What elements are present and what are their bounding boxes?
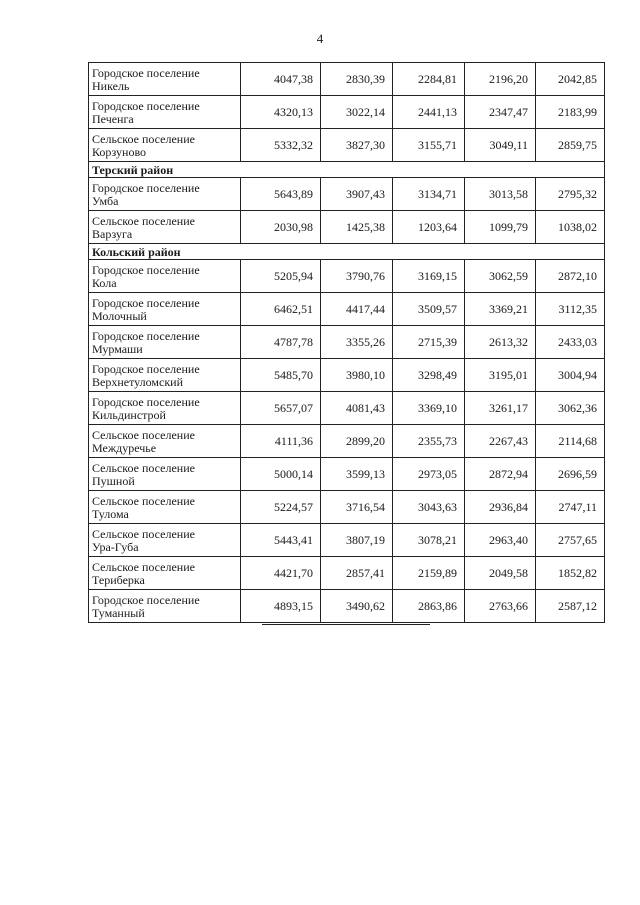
settlement-type: Городское поселение	[92, 98, 200, 113]
value-cell-1: 5657,07	[241, 392, 321, 425]
table-row	[89, 392, 605, 425]
settlement-name: Верхнетуломский	[92, 374, 183, 389]
settlement-type: Городское поселение	[92, 295, 200, 310]
value-cell-2: 3827,30	[321, 129, 393, 162]
value-cell-1: 4787,78	[241, 326, 321, 359]
table-row	[89, 590, 605, 623]
value-cell-5: 3112,35	[536, 293, 605, 326]
settlement-name: Пушной	[92, 473, 135, 488]
settlement-type: Городское поселение	[92, 394, 200, 409]
settlement-name-cell	[89, 458, 241, 491]
table-body	[89, 63, 605, 623]
value-cell-2: 4417,44	[321, 293, 393, 326]
settlement-type: Сельское поселение	[92, 493, 195, 508]
value-cell-5: 1038,02	[536, 211, 605, 244]
section-header-row	[89, 162, 605, 178]
settlement-type: Городское поселение	[92, 262, 200, 277]
value-cell-4: 3369,21	[465, 293, 536, 326]
value-cell-4: 3261,17	[465, 392, 536, 425]
value-cell-4: 3013,58	[465, 178, 536, 211]
value-cell-3: 1203,64	[393, 211, 465, 244]
value-cell-5: 2859,75	[536, 129, 605, 162]
settlement-name: Ура-Губа	[92, 539, 139, 554]
settlement-type: Сельское поселение	[92, 131, 195, 146]
value-cell-2: 3807,19	[321, 524, 393, 557]
value-cell-1: 5332,32	[241, 129, 321, 162]
value-cell-1: 5485,70	[241, 359, 321, 392]
settlement-name-cell	[89, 96, 241, 129]
table-row	[89, 557, 605, 590]
value-cell-3: 2863,86	[393, 590, 465, 623]
settlement-name-cell	[89, 491, 241, 524]
value-cell-2: 3790,76	[321, 260, 393, 293]
value-cell-4: 2347,47	[465, 96, 536, 129]
value-cell-3: 3369,10	[393, 392, 465, 425]
settlement-name-cell	[89, 63, 241, 96]
settlement-name-cell	[89, 178, 241, 211]
value-cell-5: 1852,82	[536, 557, 605, 590]
value-cell-3: 2284,81	[393, 63, 465, 96]
table-row	[89, 63, 605, 96]
end-rule	[262, 624, 430, 625]
value-cell-2: 3599,13	[321, 458, 393, 491]
settlement-name: Междуречье	[92, 440, 157, 455]
value-cell-2: 3907,43	[321, 178, 393, 211]
value-cell-1: 4421,70	[241, 557, 321, 590]
settlement-name-cell	[89, 326, 241, 359]
value-cell-1: 4320,13	[241, 96, 321, 129]
value-cell-3: 3509,57	[393, 293, 465, 326]
value-cell-2: 2899,20	[321, 425, 393, 458]
value-cell-5: 2433,03	[536, 326, 605, 359]
settlement-type: Сельское поселение	[92, 427, 195, 442]
tariff-table	[88, 62, 605, 623]
settlement-type: Сельское поселение	[92, 460, 195, 475]
section-title: Кольский район	[89, 244, 605, 260]
settlement-type: Сельское поселение	[92, 526, 195, 541]
settlement-name: Печенга	[92, 111, 134, 126]
value-cell-1: 5643,89	[241, 178, 321, 211]
settlement-name: Тулома	[92, 506, 129, 521]
settlement-name-cell	[89, 557, 241, 590]
value-cell-4: 2613,32	[465, 326, 536, 359]
settlement-name-cell	[89, 129, 241, 162]
value-cell-4: 2763,66	[465, 590, 536, 623]
value-cell-2: 3980,10	[321, 359, 393, 392]
value-cell-4: 2196,20	[465, 63, 536, 96]
settlement-name-cell	[89, 425, 241, 458]
value-cell-2: 3716,54	[321, 491, 393, 524]
table-row	[89, 178, 605, 211]
value-cell-5: 2795,32	[536, 178, 605, 211]
settlement-name: Туманный	[92, 605, 145, 620]
table-row	[89, 96, 605, 129]
value-cell-5: 2587,12	[536, 590, 605, 623]
value-cell-4: 3195,01	[465, 359, 536, 392]
value-cell-3: 3043,63	[393, 491, 465, 524]
settlement-name: Мурмаши	[92, 341, 143, 356]
settlement-name: Никель	[92, 78, 130, 93]
value-cell-1: 5224,57	[241, 491, 321, 524]
value-cell-5: 3062,36	[536, 392, 605, 425]
value-cell-2: 4081,43	[321, 392, 393, 425]
value-cell-4: 2872,94	[465, 458, 536, 491]
table-row	[89, 425, 605, 458]
value-cell-2: 3490,62	[321, 590, 393, 623]
settlement-name: Кильдинстрой	[92, 407, 166, 422]
table-row	[89, 326, 605, 359]
value-cell-3: 3134,71	[393, 178, 465, 211]
page-number: 4	[316, 31, 324, 46]
value-cell-2: 1425,38	[321, 211, 393, 244]
section-header-row	[89, 244, 605, 260]
settlement-name: Молочный	[92, 308, 147, 323]
value-cell-1: 4111,36	[241, 425, 321, 458]
value-cell-4: 1099,79	[465, 211, 536, 244]
value-cell-2: 3355,26	[321, 326, 393, 359]
table-row	[89, 129, 605, 162]
value-cell-5: 2114,68	[536, 425, 605, 458]
value-cell-4: 2049,58	[465, 557, 536, 590]
table-row	[89, 491, 605, 524]
value-cell-1: 5443,41	[241, 524, 321, 557]
value-cell-4: 2963,40	[465, 524, 536, 557]
settlement-name-cell	[89, 211, 241, 244]
settlement-type: Городское поселение	[92, 592, 200, 607]
value-cell-1: 5205,94	[241, 260, 321, 293]
value-cell-4: 3049,11	[465, 129, 536, 162]
table-row	[89, 211, 605, 244]
value-cell-3: 2973,05	[393, 458, 465, 491]
settlement-name: Корзуново	[92, 144, 147, 159]
value-cell-3: 3298,49	[393, 359, 465, 392]
table-row	[89, 458, 605, 491]
value-cell-5: 2696,59	[536, 458, 605, 491]
table-row	[89, 293, 605, 326]
value-cell-3: 2715,39	[393, 326, 465, 359]
settlement-name-cell	[89, 359, 241, 392]
value-cell-3: 3078,21	[393, 524, 465, 557]
value-cell-5: 2183,99	[536, 96, 605, 129]
table-row	[89, 359, 605, 392]
value-cell-4: 3062,59	[465, 260, 536, 293]
value-cell-5: 3004,94	[536, 359, 605, 392]
value-cell-4: 2936,84	[465, 491, 536, 524]
settlement-name: Териберка	[92, 572, 145, 587]
settlement-name-cell	[89, 392, 241, 425]
value-cell-1: 6462,51	[241, 293, 321, 326]
settlement-type: Городское поселение	[92, 328, 200, 343]
value-cell-1: 2030,98	[241, 211, 321, 244]
value-cell-3: 2159,89	[393, 557, 465, 590]
value-cell-5: 2872,10	[536, 260, 605, 293]
table-row	[89, 524, 605, 557]
settlement-name-cell	[89, 590, 241, 623]
settlement-name-cell	[89, 293, 241, 326]
value-cell-4: 2267,43	[465, 425, 536, 458]
settlement-type: Сельское поселение	[92, 559, 195, 574]
settlement-name: Варзуга	[92, 226, 133, 241]
settlement-name-cell	[89, 260, 241, 293]
settlement-name: Кола	[92, 275, 117, 290]
value-cell-5: 2757,65	[536, 524, 605, 557]
value-cell-3: 2441,13	[393, 96, 465, 129]
settlement-type: Городское поселение	[92, 361, 200, 376]
settlement-type: Сельское поселение	[92, 213, 195, 228]
section-title: Терский район	[89, 162, 605, 178]
settlement-type: Городское поселение	[92, 65, 200, 80]
value-cell-3: 3155,71	[393, 129, 465, 162]
settlement-name: Умба	[92, 193, 119, 208]
value-cell-3: 2355,73	[393, 425, 465, 458]
settlement-type: Городское поселение	[92, 180, 200, 195]
value-cell-5: 2747,11	[536, 491, 605, 524]
table-row	[89, 260, 605, 293]
value-cell-1: 4893,15	[241, 590, 321, 623]
value-cell-3: 3169,15	[393, 260, 465, 293]
value-cell-2: 3022,14	[321, 96, 393, 129]
value-cell-1: 5000,14	[241, 458, 321, 491]
value-cell-2: 2830,39	[321, 63, 393, 96]
value-cell-5: 2042,85	[536, 63, 605, 96]
settlement-name-cell	[89, 524, 241, 557]
value-cell-1: 4047,38	[241, 63, 321, 96]
value-cell-2: 2857,41	[321, 557, 393, 590]
